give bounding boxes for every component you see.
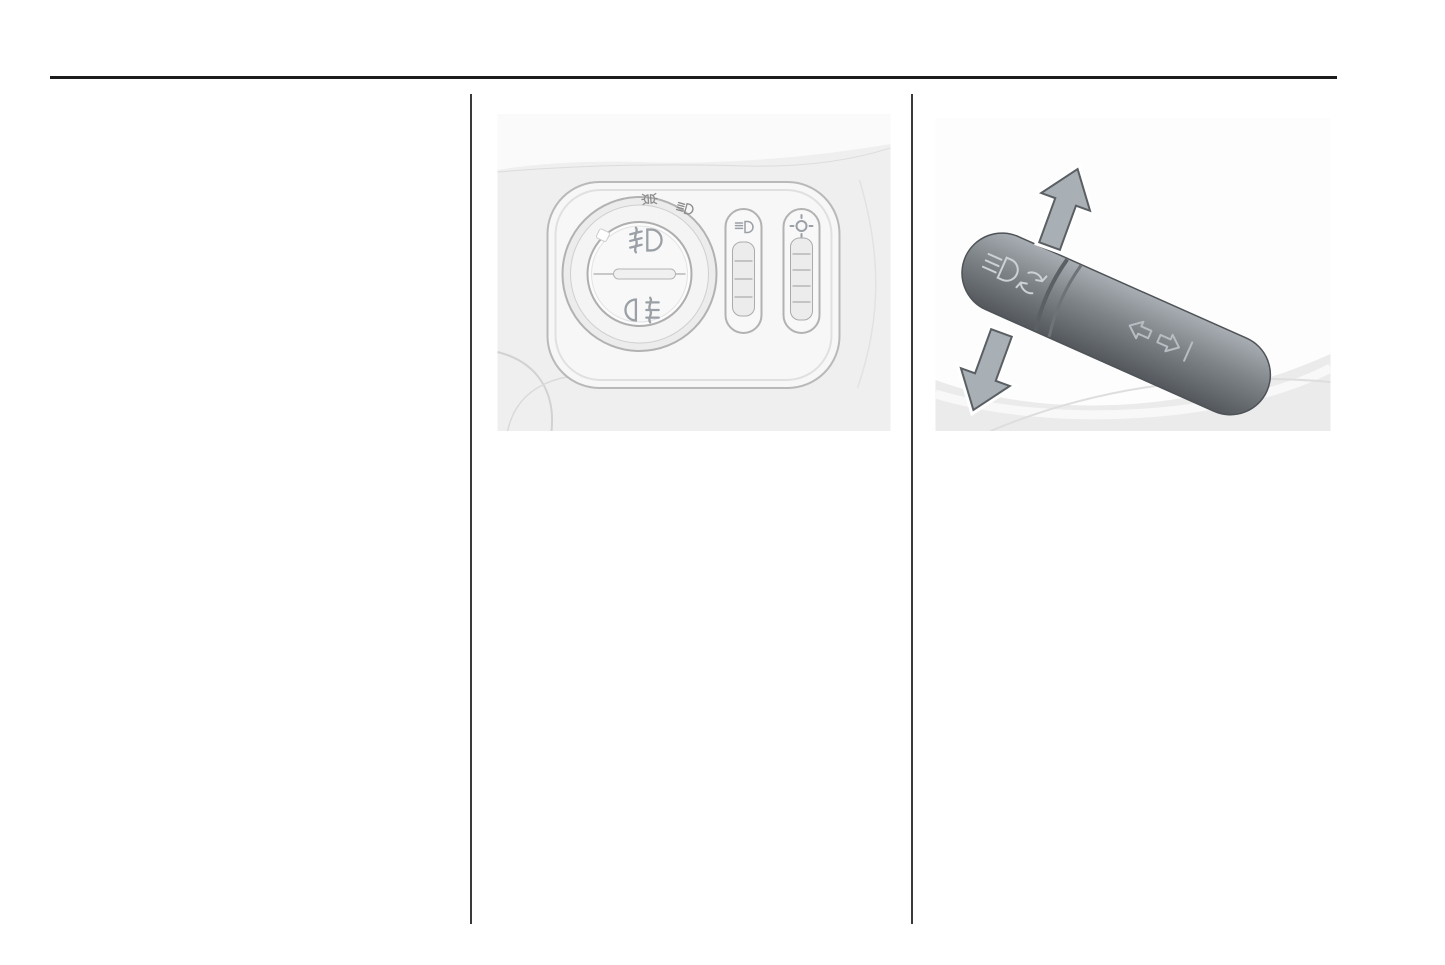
exterior-lighting-section [497, 94, 892, 453]
toc-column [55, 94, 457, 100]
header-rule [50, 76, 1337, 79]
stalk-illustration [935, 118, 1331, 431]
headlight-range-thumbwheel [726, 209, 762, 333]
light-switch-figure [497, 114, 892, 431]
turn-signal-stalk-figure [935, 118, 1335, 431]
light-switch-illustration [497, 114, 891, 431]
column-divider-left [470, 94, 472, 924]
headlight-flash-section [935, 94, 1335, 453]
column-divider-right [911, 94, 913, 924]
knob-grip [614, 269, 676, 279]
instrument-illumination-thumbwheel [784, 209, 820, 333]
